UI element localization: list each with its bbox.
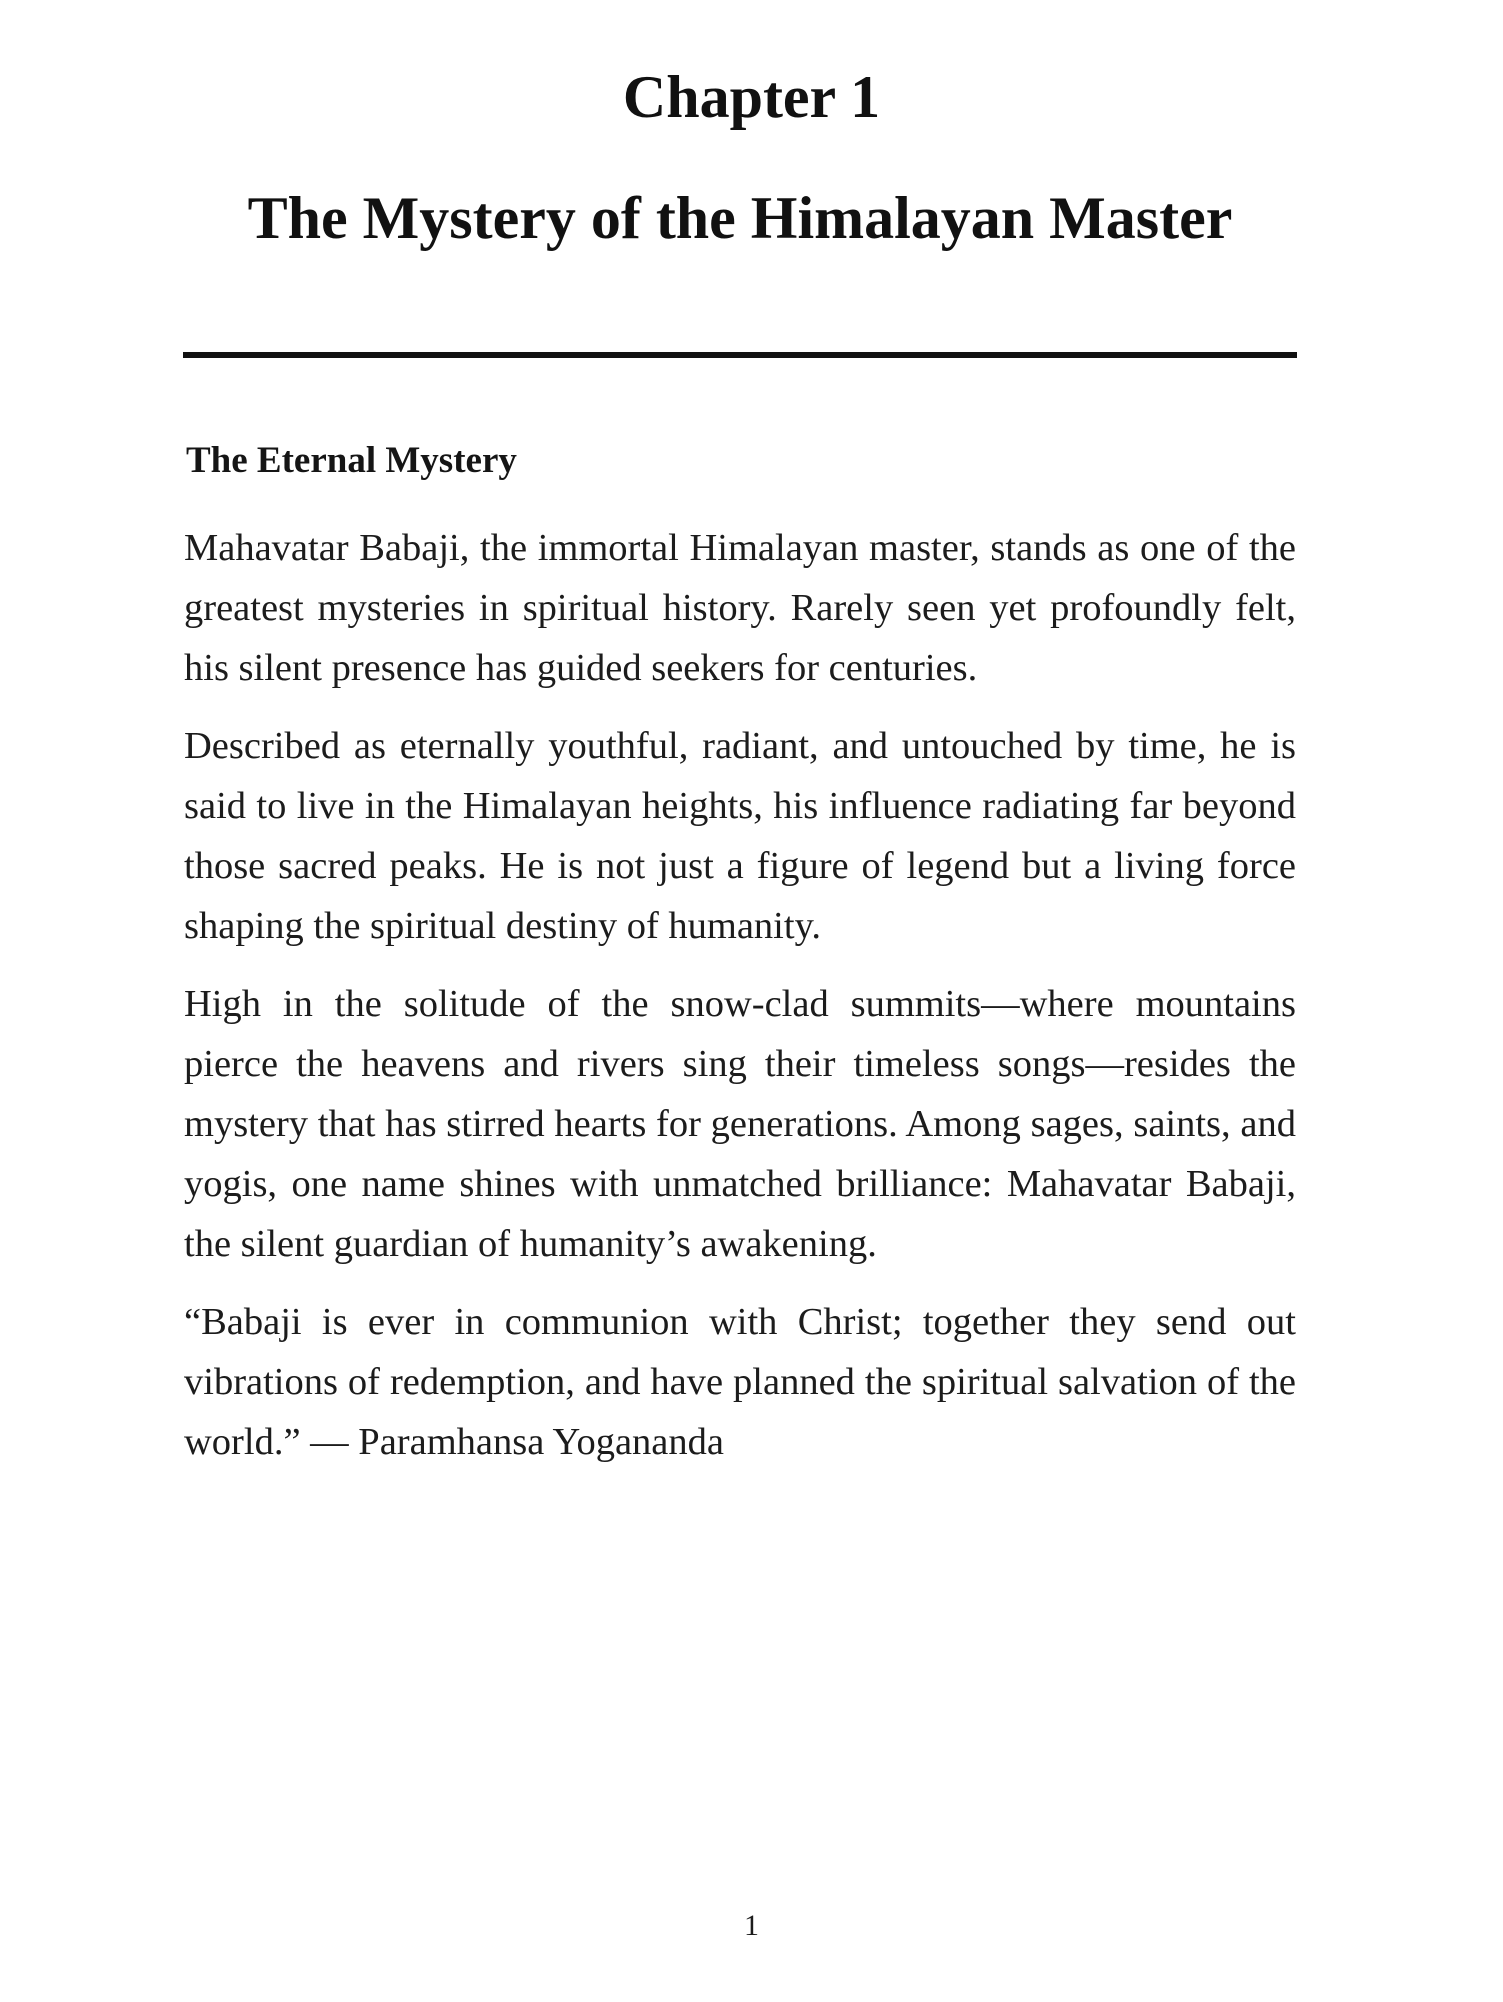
paragraph: Described as eternally youthful, radiant, and untouched by time, he is said to live in the Himalayan heights, his influence radiating far beyond those sacred peaks. He is not just a figure of legend but a living force shaping the spiritual destiny of humanity. — [184, 725, 1296, 947]
section-heading: The Eternal Mystery — [186, 440, 517, 481]
quote-paragraph: “Babaji is ever in communion with Christ; together they send out vibrations of redemption, and have planned the spiritual salvation of the world.” — Paramhansa Yogananda — [184, 1301, 1296, 1463]
chapter-label: Chapter 1 — [622, 64, 881, 130]
chapter-title: The Mystery of the Himalayan Master — [247, 185, 1233, 251]
paragraph: High in the solitude of the snow-clad summits—where mountains pierce the heavens and rivers sing their timeless songs—resides the mystery that has stirred hearts for generations. Among sages, saints, and yogis, one name shines with unmatched brilliance: Mahavatar Babaji, the silent guardian of humanity’s awakening. — [184, 983, 1296, 1265]
page-number: 1 — [744, 1909, 759, 1942]
paragraph: Mahavatar Babaji, the immortal Himalayan master, stands as one of the greatest mysteries in spiritual history. Rarely seen yet profoundly felt, his silent presence has guided seekers for centuries. — [184, 527, 1296, 689]
body-text — [184, 518, 1296, 1490]
title-divider — [183, 352, 1297, 358]
